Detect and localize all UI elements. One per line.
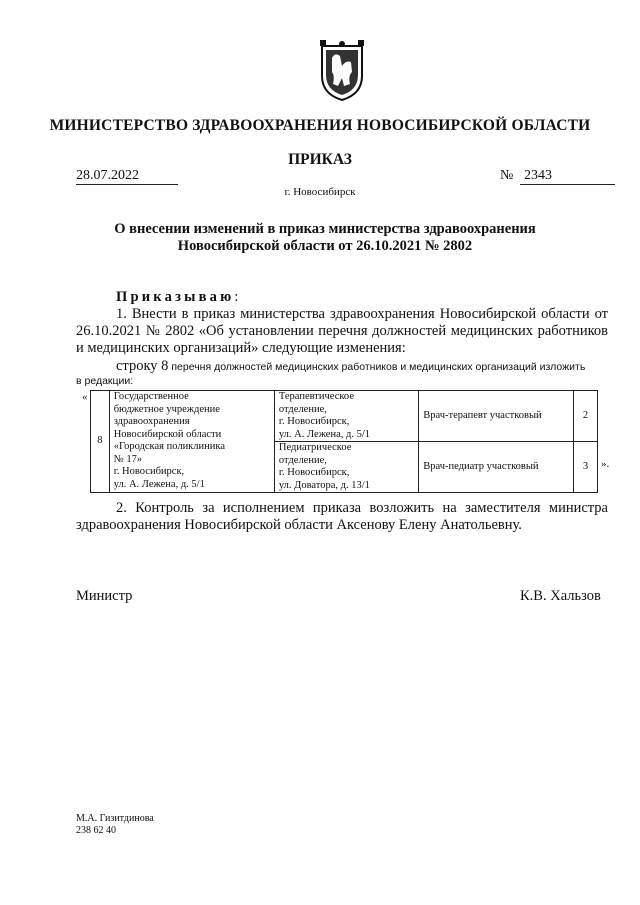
dept-line: отделение,: [278, 403, 327, 415]
org-line: здравоохранения: [113, 416, 190, 427]
count-cell: 2: [574, 391, 598, 442]
executor-phone: 238 62 40: [76, 825, 116, 836]
dept-line: Терапевтическое: [278, 391, 354, 402]
dept-line: Педиатрическое: [278, 442, 352, 453]
quote-close: ».: [601, 458, 610, 470]
intro-word: строку 8: [116, 358, 169, 374]
dept-line: ул. Доватора, д. 13/1: [278, 479, 370, 491]
city: г. Новосибирск: [284, 186, 356, 198]
number-sign: №: [500, 168, 514, 183]
signer-name: К.В. Хальзов: [520, 588, 601, 604]
document-type: ПРИКАЗ: [288, 151, 352, 168]
department-cell: [274, 391, 418, 442]
executor-name: М.А. Гизитдинова: [76, 813, 154, 824]
organization-cell: [109, 391, 274, 493]
heading-word: Приказываю: [116, 289, 235, 305]
org-line: ул. А. Лежена, д. 5/1: [113, 478, 205, 490]
row-number: 8: [91, 391, 110, 493]
subject-line-1: О внесении изменений в приказ министерства здравоохранения: [114, 221, 536, 237]
dept-line: отделение,: [278, 454, 327, 466]
org-line: Новосибирской области: [113, 428, 222, 440]
dept-line: г. Новосибирск,: [278, 467, 350, 478]
executor-info: [76, 813, 154, 837]
ministry-name: МИНИСТЕРСТВО ЗДРАВООХРАНЕНИЯ НОВОСИБИРСКОЙ ОБЛАСТИ: [49, 117, 591, 134]
org-line: г. Новосибирск,: [113, 466, 185, 477]
paragraph-1: 1. Внести в приказ министерства здравоохранения Новосибирской области от 26.10.2021 № 2802 «Об установлении перечня должностей медицинских работников и медицинских организаций» следующие изменения:: [76, 306, 608, 356]
amendment-table: [90, 390, 598, 493]
table-intro: [116, 358, 585, 376]
document-subject: [90, 221, 560, 255]
position-cell: Врач-терапевт участковый: [419, 391, 574, 442]
quote-open: «: [82, 391, 88, 403]
heading-colon: :: [234, 289, 239, 305]
position-cell: Врач-педиатр участковый: [419, 442, 574, 493]
dept-line: ул. А. Лежена, д. 5/1: [278, 428, 371, 440]
org-line: «Городская поликлиника: [113, 441, 225, 452]
document-date: 28.07.2022: [76, 168, 178, 185]
document-number: 2343: [520, 168, 615, 185]
count-cell: 3: [574, 442, 598, 493]
signer-title: Министр: [76, 588, 133, 604]
order-heading: [116, 289, 238, 306]
department-cell: [274, 442, 418, 493]
paragraph-2: 2. Контроль за исполнением приказа возложить на заместителя министра здравоохранения Новосибирской области Аксенову Елену Анатольевну.: [76, 500, 608, 533]
org-line: бюджетное учреждение: [113, 403, 220, 415]
table-intro-line-2: в редакции:: [76, 375, 134, 387]
org-line: № 17»: [113, 453, 143, 465]
dept-line: г. Новосибирск,: [278, 416, 350, 427]
intro-rest: перечня должностей медицинских работников и медицинских организаций изложить: [168, 361, 586, 373]
table-row: [91, 391, 598, 442]
subject-line-2: Новосибирской области от 26.10.2021 № 2802: [177, 238, 473, 254]
org-line: Государственное: [113, 391, 189, 402]
coat-of-arms-emblem: [318, 40, 366, 102]
